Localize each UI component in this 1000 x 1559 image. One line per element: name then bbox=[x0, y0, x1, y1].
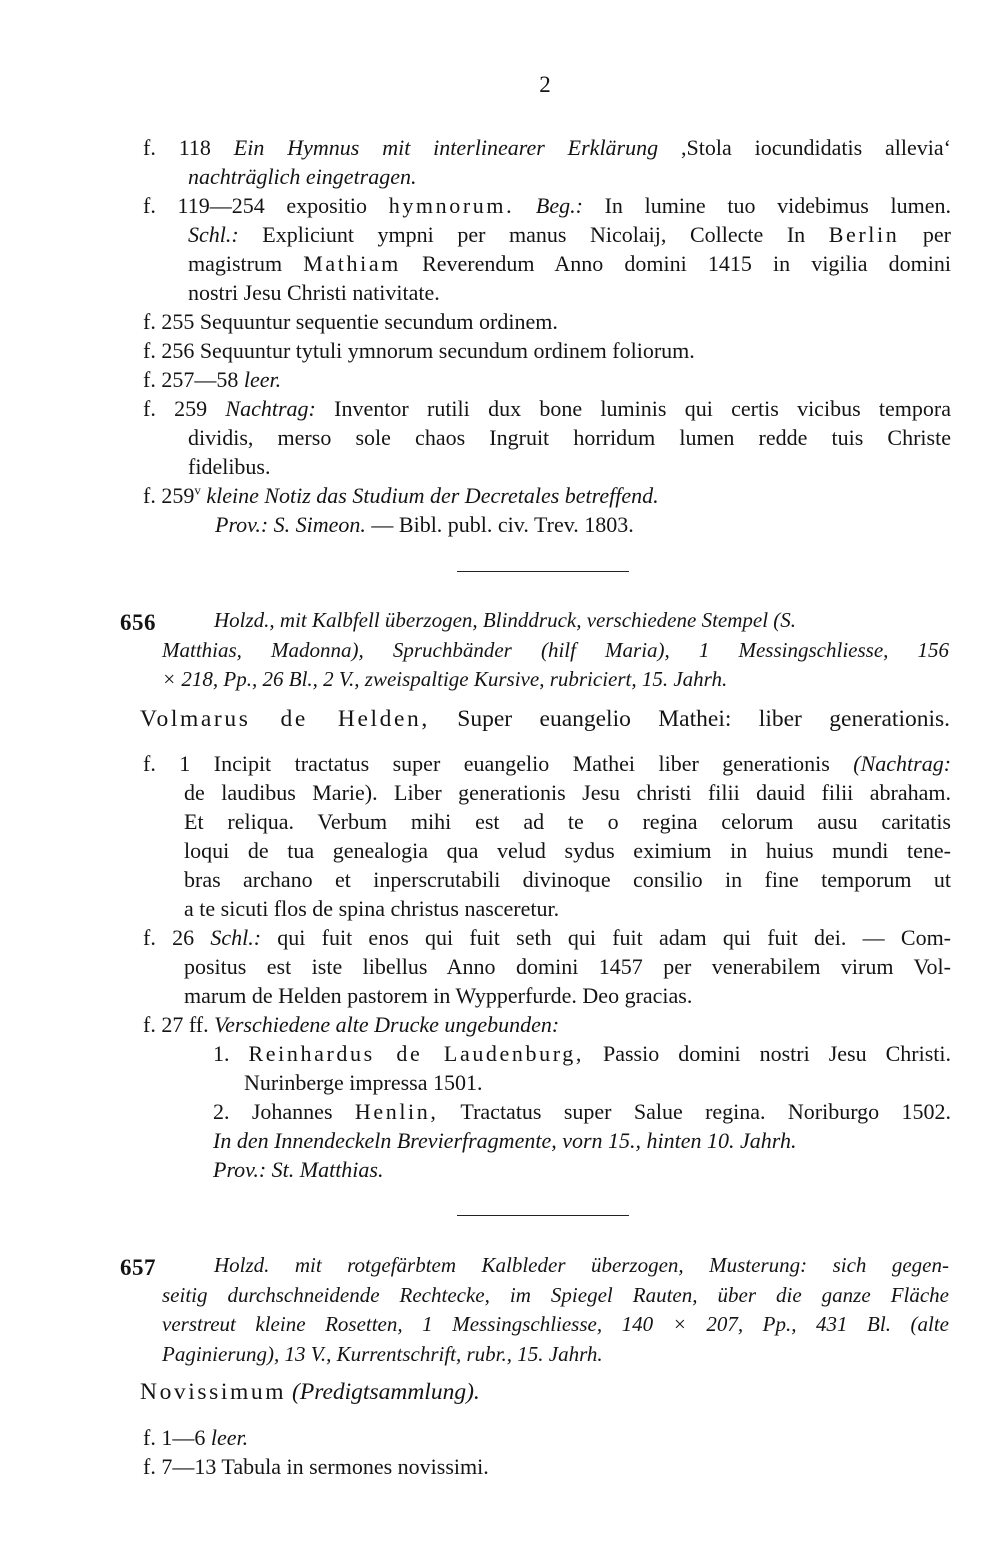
provenance-line: Prov.: St. Matthias. bbox=[213, 1157, 384, 1182]
provenance-text: — Bibl. publ. civ. Trev. 1803. bbox=[371, 512, 634, 537]
folio-119-line bbox=[143, 191, 951, 220]
spaced-term: Henlin, bbox=[354, 1099, 439, 1124]
folio-255-line: f. 255 Sequuntur sequentie secundum ordinem. bbox=[143, 309, 558, 334]
section-divider bbox=[457, 1215, 629, 1216]
folio-ref: f. 1—6 bbox=[143, 1425, 206, 1450]
folio-259-cont: dividis, merso sole chaos Ingruit horridum lumen redde tuis Christe bbox=[188, 425, 951, 450]
spaced-term: hymnorum. bbox=[388, 193, 515, 218]
description-line: Holzd., mit Kalbfell überzogen, Blinddruck, verschiedene Stempel (S. bbox=[214, 608, 797, 632]
folio-ref: f. 259 bbox=[143, 483, 195, 508]
entry-number: 656 bbox=[120, 610, 156, 635]
folio-text: per bbox=[922, 222, 951, 247]
folio-27-line bbox=[143, 1010, 951, 1039]
description-line: × 218, Pp., 26 Bl., 2 V., zweispaltige Kursive, rubriciert, 15. Jahrh. bbox=[162, 667, 728, 691]
beg-label: Beg.: bbox=[535, 193, 583, 218]
folio-256-line: f. 256 Sequuntur tytuli ymnorum secundum ordinem foliorum. bbox=[143, 338, 695, 363]
folio-1-end: a te sicuti flos de spina christus nasceretur. bbox=[184, 896, 560, 921]
folio-118-line bbox=[143, 133, 951, 162]
folio-text: f. 119—254 expositio bbox=[143, 193, 368, 218]
folio-257-line bbox=[143, 365, 951, 394]
folio-1-cont: Et reliqua. Verbum mihi est ad te o regina celorum ausu caritatis bbox=[184, 809, 951, 834]
folio-ref: f. 257—58 bbox=[143, 367, 239, 392]
folio-ref: f. 118 bbox=[143, 135, 211, 160]
item-text: Passio domini nostri Jesu Christi. bbox=[602, 1041, 952, 1066]
folio-119-end: nostri Jesu Christi nativitate. bbox=[188, 280, 440, 305]
item-text: 2. Johannes bbox=[213, 1099, 333, 1124]
schl-label: Schl.: bbox=[188, 222, 239, 247]
folio-26-end: marum de Helden pastorem in Wypperfurde. Deo gracias. bbox=[184, 983, 693, 1008]
work-subtitle: (Predigtsammlung). bbox=[292, 1379, 480, 1405]
folio-26-cont: positus est iste libellus Anno domini 1457 per venerabilem virum Vol- bbox=[184, 954, 951, 979]
author-name: Volmarus de Helden, bbox=[140, 706, 430, 732]
title-line bbox=[140, 705, 950, 734]
folio-note: leer. bbox=[210, 1425, 249, 1450]
folio-1-line bbox=[143, 1423, 951, 1452]
description-line: Holzd. mit rotgefärbtem Kalbleder überzogen, Musterung: sich gegen- bbox=[214, 1253, 949, 1277]
entry-description bbox=[162, 606, 949, 695]
item-text: Tractatus super Salue regina. Noriburgo 1502. bbox=[460, 1099, 952, 1124]
folio-1-cont: de laudibus Marie). Liber generationis Jesu christi filii dauid filii abraham. bbox=[184, 780, 951, 805]
folio-7-line: f. 7—13 Tabula in sermones novissimi. bbox=[143, 1454, 489, 1479]
print-item-1-cont: Nurinberge impressa 1501. bbox=[244, 1070, 483, 1095]
folio-note: Verschiedene alte Drucke ungebunden: bbox=[214, 1012, 560, 1037]
folio-26-line bbox=[143, 923, 951, 952]
description-line: Matthias, Madonna), Spruchbänder (hilf Maria), 1 Messingschliesse, 156 bbox=[162, 637, 949, 662]
folio-1-cont: bras archano et inperscrutabili divinoque consilio in fine temporum ut bbox=[184, 867, 951, 892]
entry-description bbox=[162, 1251, 949, 1369]
folio-259-line bbox=[143, 394, 951, 423]
entry-656-contents bbox=[143, 749, 951, 1184]
folio-text: f. 1 Incipit tractatus super euangelio Mathei liber generationis bbox=[143, 751, 830, 776]
continued-entry bbox=[143, 133, 951, 539]
folio-text: qui fuit enos qui fuit seth qui fuit adam qui fuit dei. — Com- bbox=[277, 925, 952, 950]
folio-text: Reverendum Anno domini 1415 in vigilia domini bbox=[422, 251, 952, 276]
work-title: Novissimum bbox=[140, 1379, 287, 1405]
folio-text: In lumine tuo videbimus lumen. bbox=[604, 193, 952, 218]
folio-ref: f. 26 bbox=[143, 925, 195, 950]
folio-259v-line bbox=[143, 481, 951, 510]
item-number: 1. bbox=[213, 1041, 230, 1066]
verso-mark: v bbox=[194, 482, 201, 498]
spaced-term: Mathiam bbox=[303, 251, 401, 276]
nachtrag-label: Nachtrag: bbox=[225, 396, 316, 421]
folio-text: Inventor rutili dux bone luminis qui certis vicibus tempora bbox=[334, 396, 952, 421]
print-item-2 bbox=[143, 1097, 951, 1126]
folio-ref: f. 27 ff. bbox=[143, 1012, 209, 1037]
page-number: 2 bbox=[539, 72, 551, 97]
description-line: seitig durchschneidende Rechtecke, im Spiegel Rauten, über die ganze Fläche bbox=[162, 1282, 949, 1307]
spaced-term: Berlin bbox=[828, 222, 900, 247]
binding-note: In den Innendeckeln Brevierfragmente, vorn 15., hinten 10. Jahrh. bbox=[213, 1128, 797, 1153]
description-line: Paginierung), 13 V., Kurrentschrift, rubr., 15. Jahrh. bbox=[162, 1341, 603, 1366]
folio-note: leer. bbox=[243, 367, 282, 392]
folio-text: Expliciunt ympni per manus Nicolaij, Collecte In bbox=[262, 222, 806, 247]
folio-note: kleine Notiz das Studium der Decretales betreffend. bbox=[206, 483, 659, 508]
nachtrag-label: (Nachtrag: bbox=[853, 751, 952, 776]
schl-label: Schl.: bbox=[210, 925, 262, 950]
folio-1-cont: loqui de tua genealogia qua velud sydus eximium in huius mundi tene- bbox=[184, 838, 951, 863]
print-item-1 bbox=[143, 1039, 951, 1068]
section-divider bbox=[457, 571, 629, 572]
folio-note: Ein Hymnus mit interlinearer Erklärung bbox=[233, 135, 659, 160]
provenance-line bbox=[143, 510, 951, 539]
folio-text: magistrum bbox=[188, 251, 283, 276]
entry-title bbox=[140, 1378, 950, 1407]
entry-title bbox=[140, 705, 950, 734]
folio-ref: f. 259 bbox=[143, 396, 208, 421]
work-title: Super euangelio Mathei: liber generationis. bbox=[457, 706, 951, 732]
folio-118-note: nachträglich eingetragen. bbox=[188, 164, 417, 189]
entry-657-contents bbox=[143, 1423, 951, 1481]
folio-259-end: fidelibus. bbox=[188, 454, 271, 479]
folio-119-scribe bbox=[143, 249, 951, 278]
spaced-term: Reinhardus de Laudenburg, bbox=[248, 1041, 584, 1066]
entry-number: 657 bbox=[120, 1255, 156, 1280]
description-line: verstreut kleine Rosetten, 1 Messingschliesse, 140 × 207, Pp., 431 Bl. (alte bbox=[162, 1312, 949, 1336]
folio-1-line bbox=[143, 749, 951, 778]
folio-119-schl bbox=[143, 220, 951, 249]
folio-text: ,Stola iocundidatis allevia‘ bbox=[681, 135, 951, 160]
provenance-label: Prov.: S. Simeon. bbox=[215, 512, 366, 537]
